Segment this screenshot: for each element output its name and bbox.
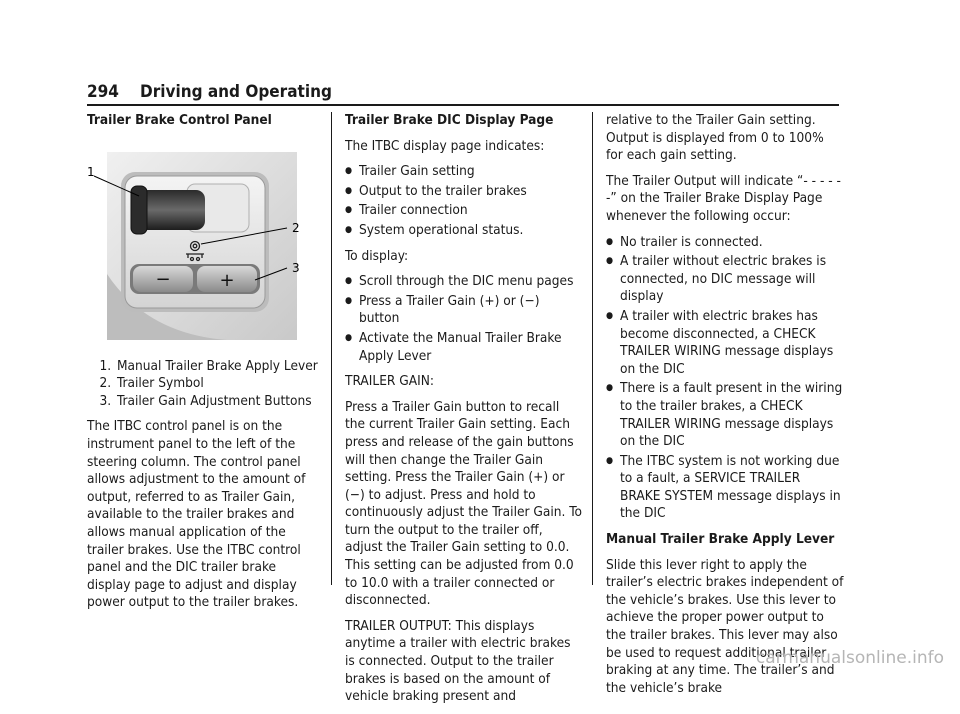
heading-trailer-brake-control-panel: Trailer Brake Control Panel: [87, 112, 272, 128]
column-divider-1: [331, 112, 332, 585]
page-number: 294: [87, 82, 119, 102]
trailer-gain-text: Press a Trailer Gain button to recall the current Trailer Gain setting. Each press and release of the gain buttons will then change the Trailer Gain setting. Press the Trailer Gain (+) or (−) to adjust. Press and hold to continuously adjust the Trailer Gain. To turn the output to the trailer off, adjust the Trailer Gain setting to 0.0. This setting can be adjusted from 0.0 to 10.0 with a trailer connected or disconnected.: [345, 398, 582, 609]
display-page-intro: The ITBC display page indicates:: [345, 137, 545, 154]
list-item: ● Trailer Gain setting: [345, 163, 583, 181]
column-2: [345, 112, 583, 714]
header-rule: [87, 104, 839, 106]
list-item: ● System operational status.: [345, 222, 583, 240]
display-page-bullets: [345, 163, 583, 239]
list-item: ● A trailer without electric brakes is connected, no DIC message will display: [606, 253, 844, 306]
trailer-output-text: TRAILER OUTPUT: This displays anytime a trailer with electric brakes is connected. Output to the trailer brakes is based on the amount of vehicle braking present and: [345, 617, 571, 705]
heading-dic-display-page: Trailer Brake DIC Display Page: [345, 112, 554, 128]
minus-symbol: −: [155, 268, 171, 290]
column-divider-2: [592, 112, 593, 585]
column-1: [87, 112, 321, 620]
legend-item: 1. Manual Trailer Brake Apply Lever: [115, 358, 321, 376]
trailer-gain-label: TRAILER GAIN:: [345, 373, 435, 390]
watermark: carmanualsonline.info: [755, 648, 944, 668]
list-item: ● No trailer is connected.: [606, 234, 844, 252]
list-item: ● Press a Trailer Gain (+) or (−) button: [345, 293, 583, 328]
list-item: ● Output to the trailer brakes: [345, 183, 583, 201]
figure-legend: [87, 358, 321, 411]
callout-2: 2: [292, 220, 300, 235]
column-3: [606, 112, 844, 705]
legend-item: 2. Trailer Symbol: [115, 375, 321, 393]
condition-bullets: [606, 234, 844, 524]
section-title: Driving and Operating: [140, 82, 332, 102]
control-panel-figure: [87, 144, 317, 344]
to-display-label: To display:: [345, 247, 409, 264]
manual-brake-lever: [139, 190, 205, 230]
dash-indicator-text: The Trailer Output will indicate “- - - - - -” on the Trailer Brake Display Page whenever the following occur:: [606, 172, 841, 224]
list-item: ● A trailer with electric brakes has become disconnected, a CHECK TRAILER WIRING message displays on the DIC: [606, 308, 844, 378]
list-item: ● Trailer connection: [345, 202, 583, 220]
list-item: ● Activate the Manual Trailer Brake Apply Lever: [345, 330, 583, 365]
page-header: [87, 82, 839, 104]
list-item: ● Scroll through the DIC menu pages: [345, 273, 583, 291]
heading-manual-lever: Manual Trailer Brake Apply Lever: [606, 531, 835, 548]
itbc-description: The ITBC control panel is on the instrument panel to the left of the steering column. The control panel allows adjustment to the amount of output, referred to as Trailer Gain, available to the trailer brakes and allows manual application of the trailer brakes. Use the ITBC control panel and the DIC trailer brake display page to adjust and display power output to the trailer brakes.: [87, 418, 306, 611]
callout-1: 1: [87, 164, 95, 179]
control-panel-illustration: [87, 144, 317, 344]
legend-item: 3. Trailer Gain Adjustment Buttons: [115, 393, 321, 411]
list-item: ● The ITBC system is not working due to a fault, a SERVICE TRAILER BRAKE SYSTEM message displays in the DIC: [606, 453, 844, 523]
manual-lever-text: Slide this lever right to apply the trailer’s electric brakes independent of the vehicle’s brakes. Use this lever to achieve the proper power output to the trailer brakes. This lever may also be used to request additional trailer braking at any time. The trailer’s and the vehicle’s brake: [606, 556, 844, 696]
callout-3: 3: [292, 260, 300, 275]
output-continued: relative to the Trailer Gain setting. Output is displayed from 0 to 100% for each gain setting.: [606, 112, 824, 164]
list-item: ● There is a fault present in the wiring to the trailer brakes, a CHECK TRAILER WIRING message displays on the DIC: [606, 380, 844, 450]
plus-symbol: +: [219, 269, 235, 291]
to-display-bullets: [345, 273, 583, 365]
